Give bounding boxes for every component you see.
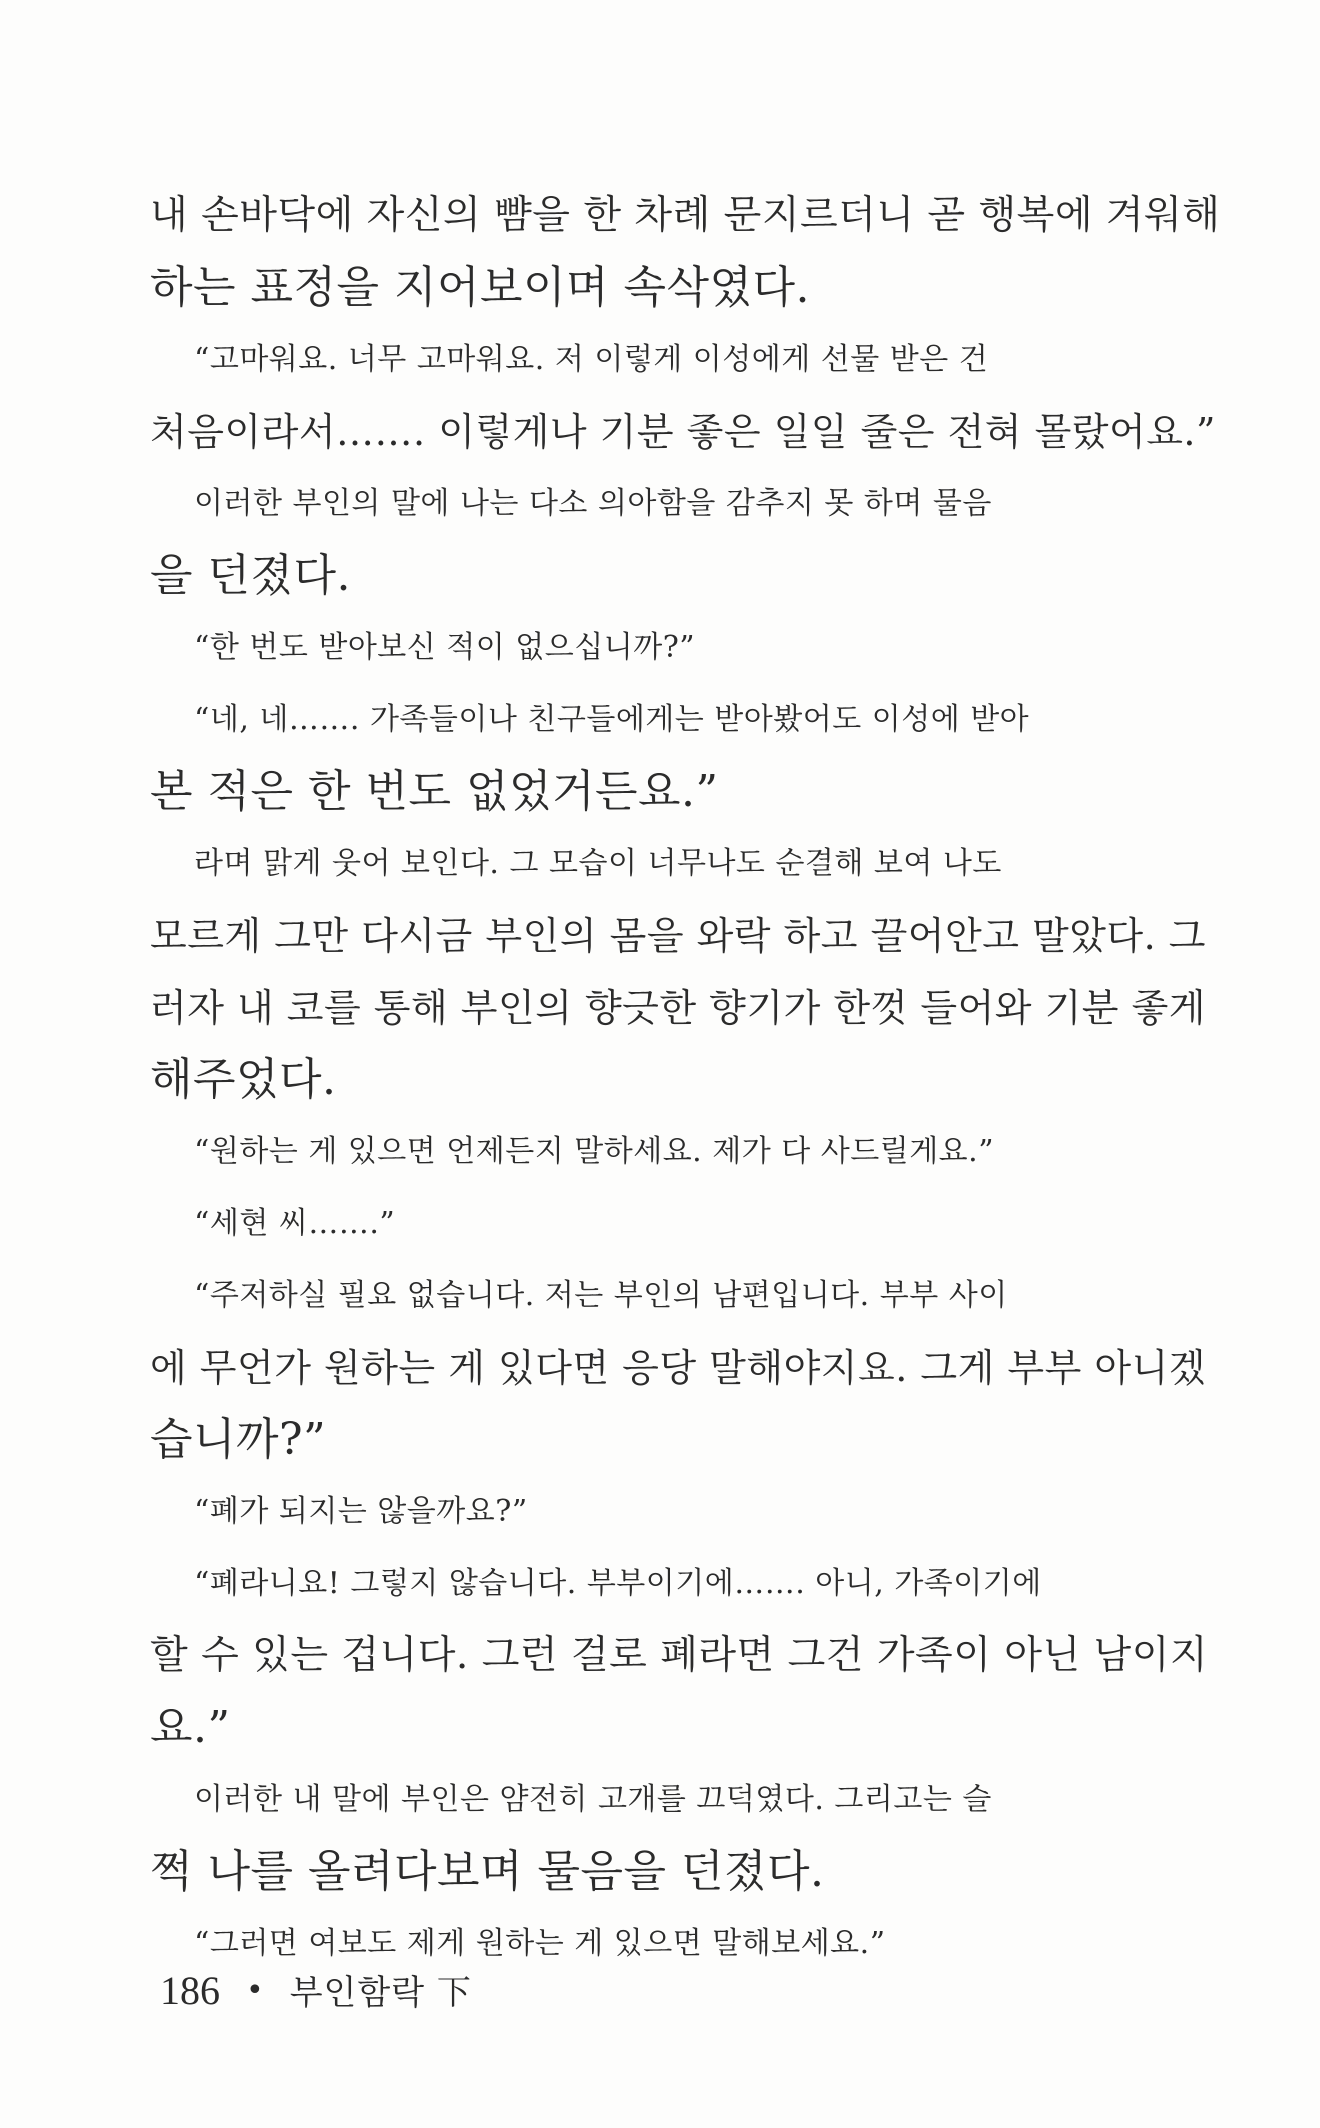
footer-separator: • (246, 1973, 264, 2008)
text-line: “폐라니요! 그렇지 않습니다. 부부이기에……. 아니, 가족이기에 (194, 1566, 1042, 1601)
text-line: 요.” (150, 1702, 231, 1753)
text-line: 습니까?” (150, 1414, 327, 1465)
book-title: 부인함락 下 (289, 1973, 472, 2013)
text-line: 을 던졌다. (150, 550, 351, 601)
text-line: 처음이라서……. 이렇게나 기분 좋은 일일 줄은 전혀 몰랐어요.” (150, 410, 1216, 454)
text-line: 본 적은 한 번도 없었거든요.” (150, 766, 719, 817)
page-footer (160, 1966, 472, 2020)
text-line: “주저하실 필요 없습니다. 저는 부인의 남편입니다. 부부 사이 (194, 1278, 1008, 1313)
text-line: 이러한 부인의 말에 나는 다소 의아함을 감추지 못 하며 물음 (194, 486, 992, 521)
text-line: 에 무언가 원하는 게 있다면 응당 말해야지요. 그게 부부 아니겠 (150, 1346, 1206, 1390)
text-line: 러자 내 코를 통해 부인의 향긋한 향기가 한껏 들어와 기분 좋게 (150, 986, 1206, 1030)
text-line: 하는 표정을 지어보이며 속삭였다. (150, 262, 810, 313)
text-line: 할 수 있는 겁니다. 그런 걸로 폐라면 그건 가족이 아닌 남이지 (150, 1633, 1209, 1678)
text-line: “폐가 되지는 않을까요?” (194, 1494, 528, 1529)
page-number: 186 (160, 1968, 220, 2013)
body-text (150, 180, 1220, 1980)
text-line: “한 번도 받아보신 적이 없으십니까?” (194, 630, 696, 665)
text-line: 라며 맑게 웃어 보인다. 그 모습이 너무나도 순결해 보여 나도 (194, 846, 1002, 881)
text-line: 쩍 나를 올려다보며 물음을 던졌다. (150, 1846, 825, 1897)
text-line: “세현 씨…….” (194, 1206, 396, 1241)
text-line: 이러한 내 말에 부인은 얌전히 고개를 끄덕였다. 그리고는 슬 (194, 1782, 992, 1817)
text-line: 해주었다. (150, 1054, 337, 1105)
text-line: “고마워요. 너무 고마워요. 저 이렇게 이성에게 선물 받은 건 (194, 342, 989, 377)
text-line: “그러면 여보도 제게 원하는 게 있으면 말해보세요.” (194, 1926, 886, 1961)
text-line: “네, 네……. 가족들이나 친구들에게는 받아봤어도 이성에 받아 (194, 702, 1030, 737)
text-line: 내 손바닥에 자신의 뺨을 한 차례 문지르더니 곧 행복에 겨워해 (150, 193, 1221, 238)
text-line: “원하는 게 있으면 언제든지 말하세요. 제가 다 사드릴게요.” (194, 1134, 995, 1169)
text-line: 모르게 그만 다시금 부인의 몸을 와락 하고 끌어안고 말았다. 그 (150, 914, 1206, 958)
